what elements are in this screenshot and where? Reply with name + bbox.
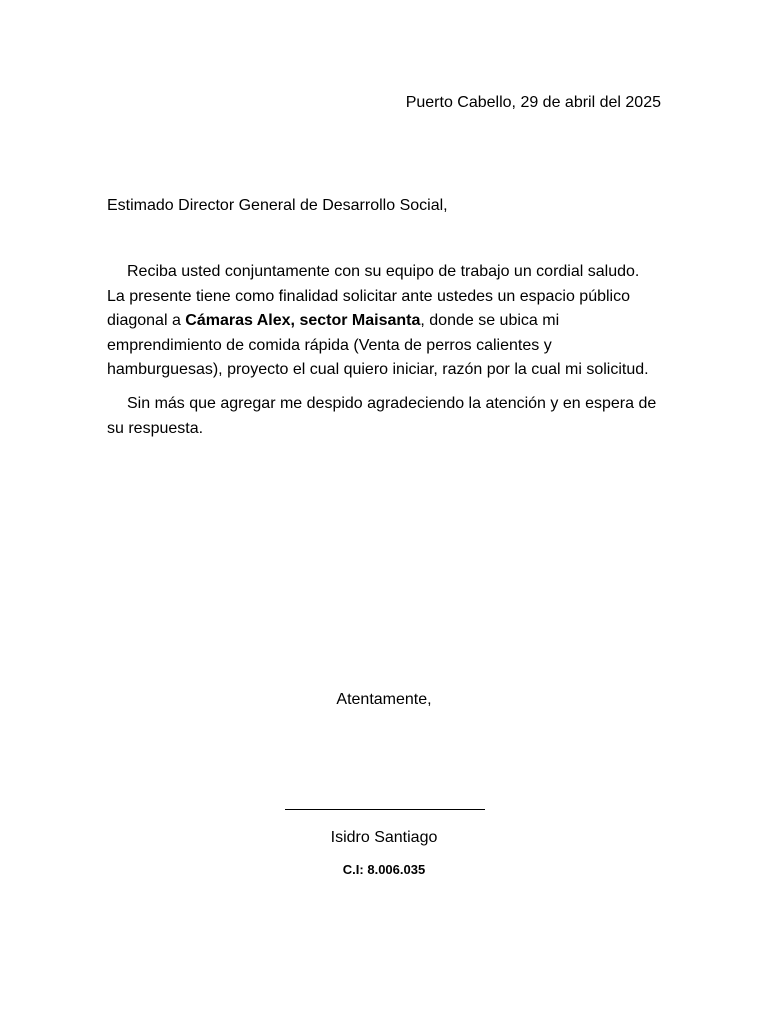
body-paragraph-request <box>107 260 659 383</box>
signer-id: C.I: 8.006.035 <box>342 862 426 877</box>
closing: Atentamente, <box>336 691 432 708</box>
signature-line <box>285 808 485 810</box>
paragraph-text-start: Reciba usted conjuntamente con su equipo de trabajo un cordial saludo. La presente tiene como finalidad solicitar ante ustedes un espacio público diagonal a <box>107 263 640 329</box>
body-paragraph-farewell <box>107 392 659 441</box>
date-line: Puerto Cabello, 29 de abril del 2025 <box>405 94 661 111</box>
farewell-text: Sin más que agregar me despido agradeciendo la atención y en espera de su respuesta. <box>107 395 657 437</box>
paragraph-text-end: , donde se ubica mi emprendimiento de comida rápida (Venta de perros calientes y hamburguesas), proyecto el cual quiero iniciar, razón por la cual mi solicitud. <box>107 312 649 378</box>
location-highlight: Cámaras Alex, sector Maisanta <box>185 312 421 329</box>
signer-name: Isidro Santiago <box>330 829 438 846</box>
salutation: Estimado Director General de Desarrollo Social, <box>107 197 448 214</box>
